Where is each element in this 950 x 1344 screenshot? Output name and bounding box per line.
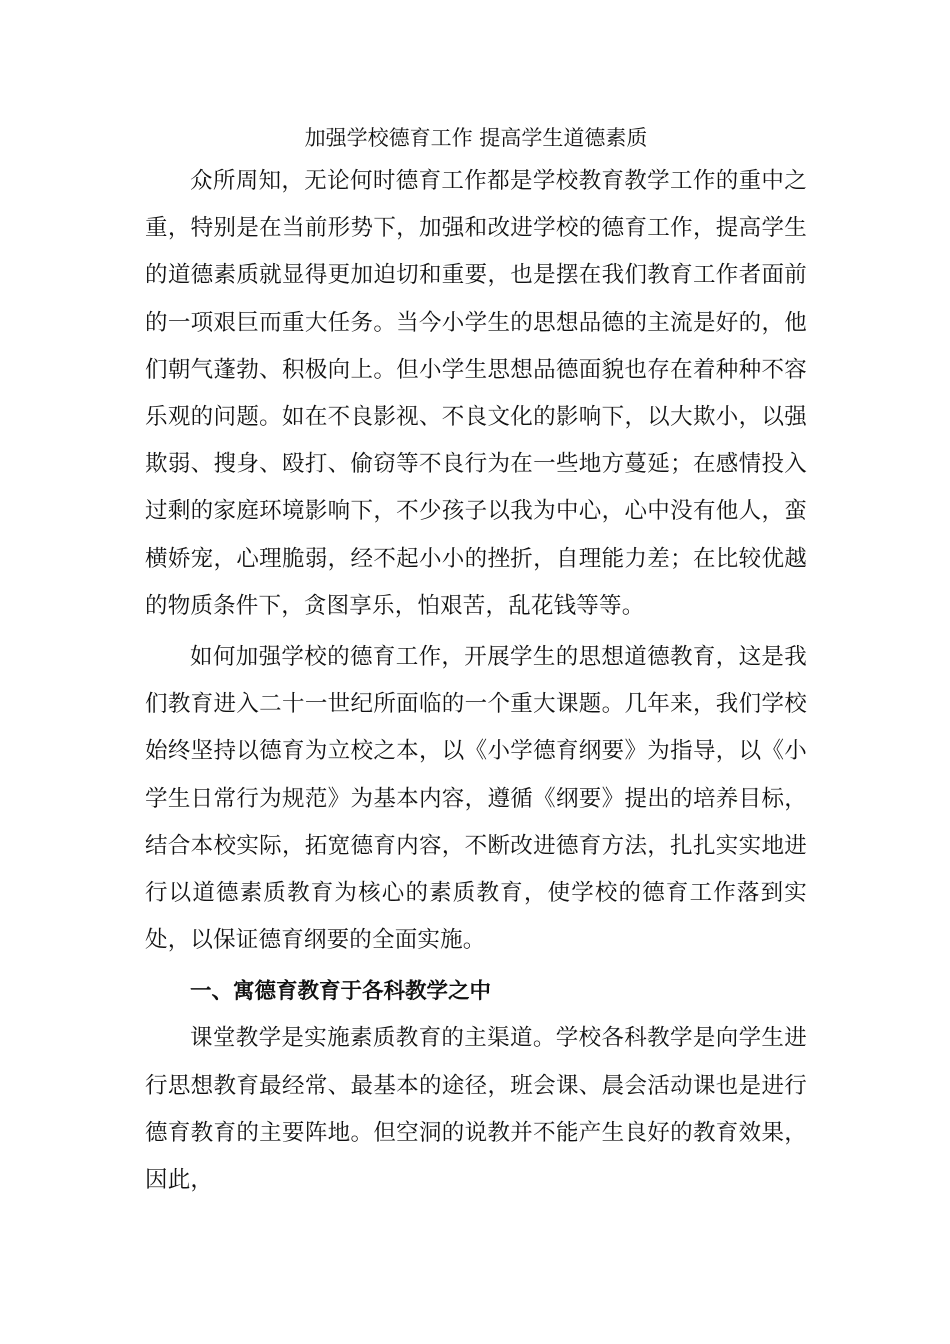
paragraph-how-to-strengthen: 如何加强学校的德育工作，开展学生的思想道德教育，这是我们教育进入二十一世纪所面临的一个重大课题。几年来，我们学校始终坚持以德育为立校之本，以《小学德育纲要》为指导，以《小学生日常行为规范》为基本内容，遵循《纲要》提出的培养目标，结合本校实际，拓宽德育内容，不断改进德育方法，扎扎实实地进行以道德素质教育为核心的素质教育，使学校的德育工作落到实处，以保证德育纲要的全面实施。 <box>145 644 807 954</box>
document-title: 加强学校德育工作 提高学生道德素质 <box>304 126 648 150</box>
paragraph-intro: 众所周知，无论何时德育工作都是学校教育教学工作的重中之重，特别是在当前形势下，加强和改进学校的德育工作，提高学生的道德素质就显得更加迫切和重要，也是摆在我们教育工作者面前的一项艰巨而重大任务。当今小学生的思想品德的主流是好的，他们朝气蓬勃、积极向上。但小学生思想品德面貌也存在着种种不容乐观的问题。如在不良影视、不良文化的影响下，以大欺小，以强欺弱、搜身、殴打、偷窃等不良行为在一些地方蔓延；在感情投入过剩的家庭环境影响下，不少孩子以我为中心，心中没有他人，蛮横娇宠，心理脆弱，经不起小小的挫折，自理能力差；在比较优越的物质条件下，贪图享乐，怕艰苦，乱花钱等等。 <box>145 168 807 619</box>
document-body <box>145 118 807 1204</box>
section-heading-1: 一、寓德育教育于各科教学之中 <box>190 979 492 1005</box>
section-1-paragraph: 课堂教学是实施素质教育的主渠道。学校各科教学是向学生进行思想教育最经常、最基本的途径，班会课、晨会活动课也是进行德育教育的主要阵地。但空洞的说教并不能产生良好的教育效果，因此， <box>145 1025 807 1194</box>
